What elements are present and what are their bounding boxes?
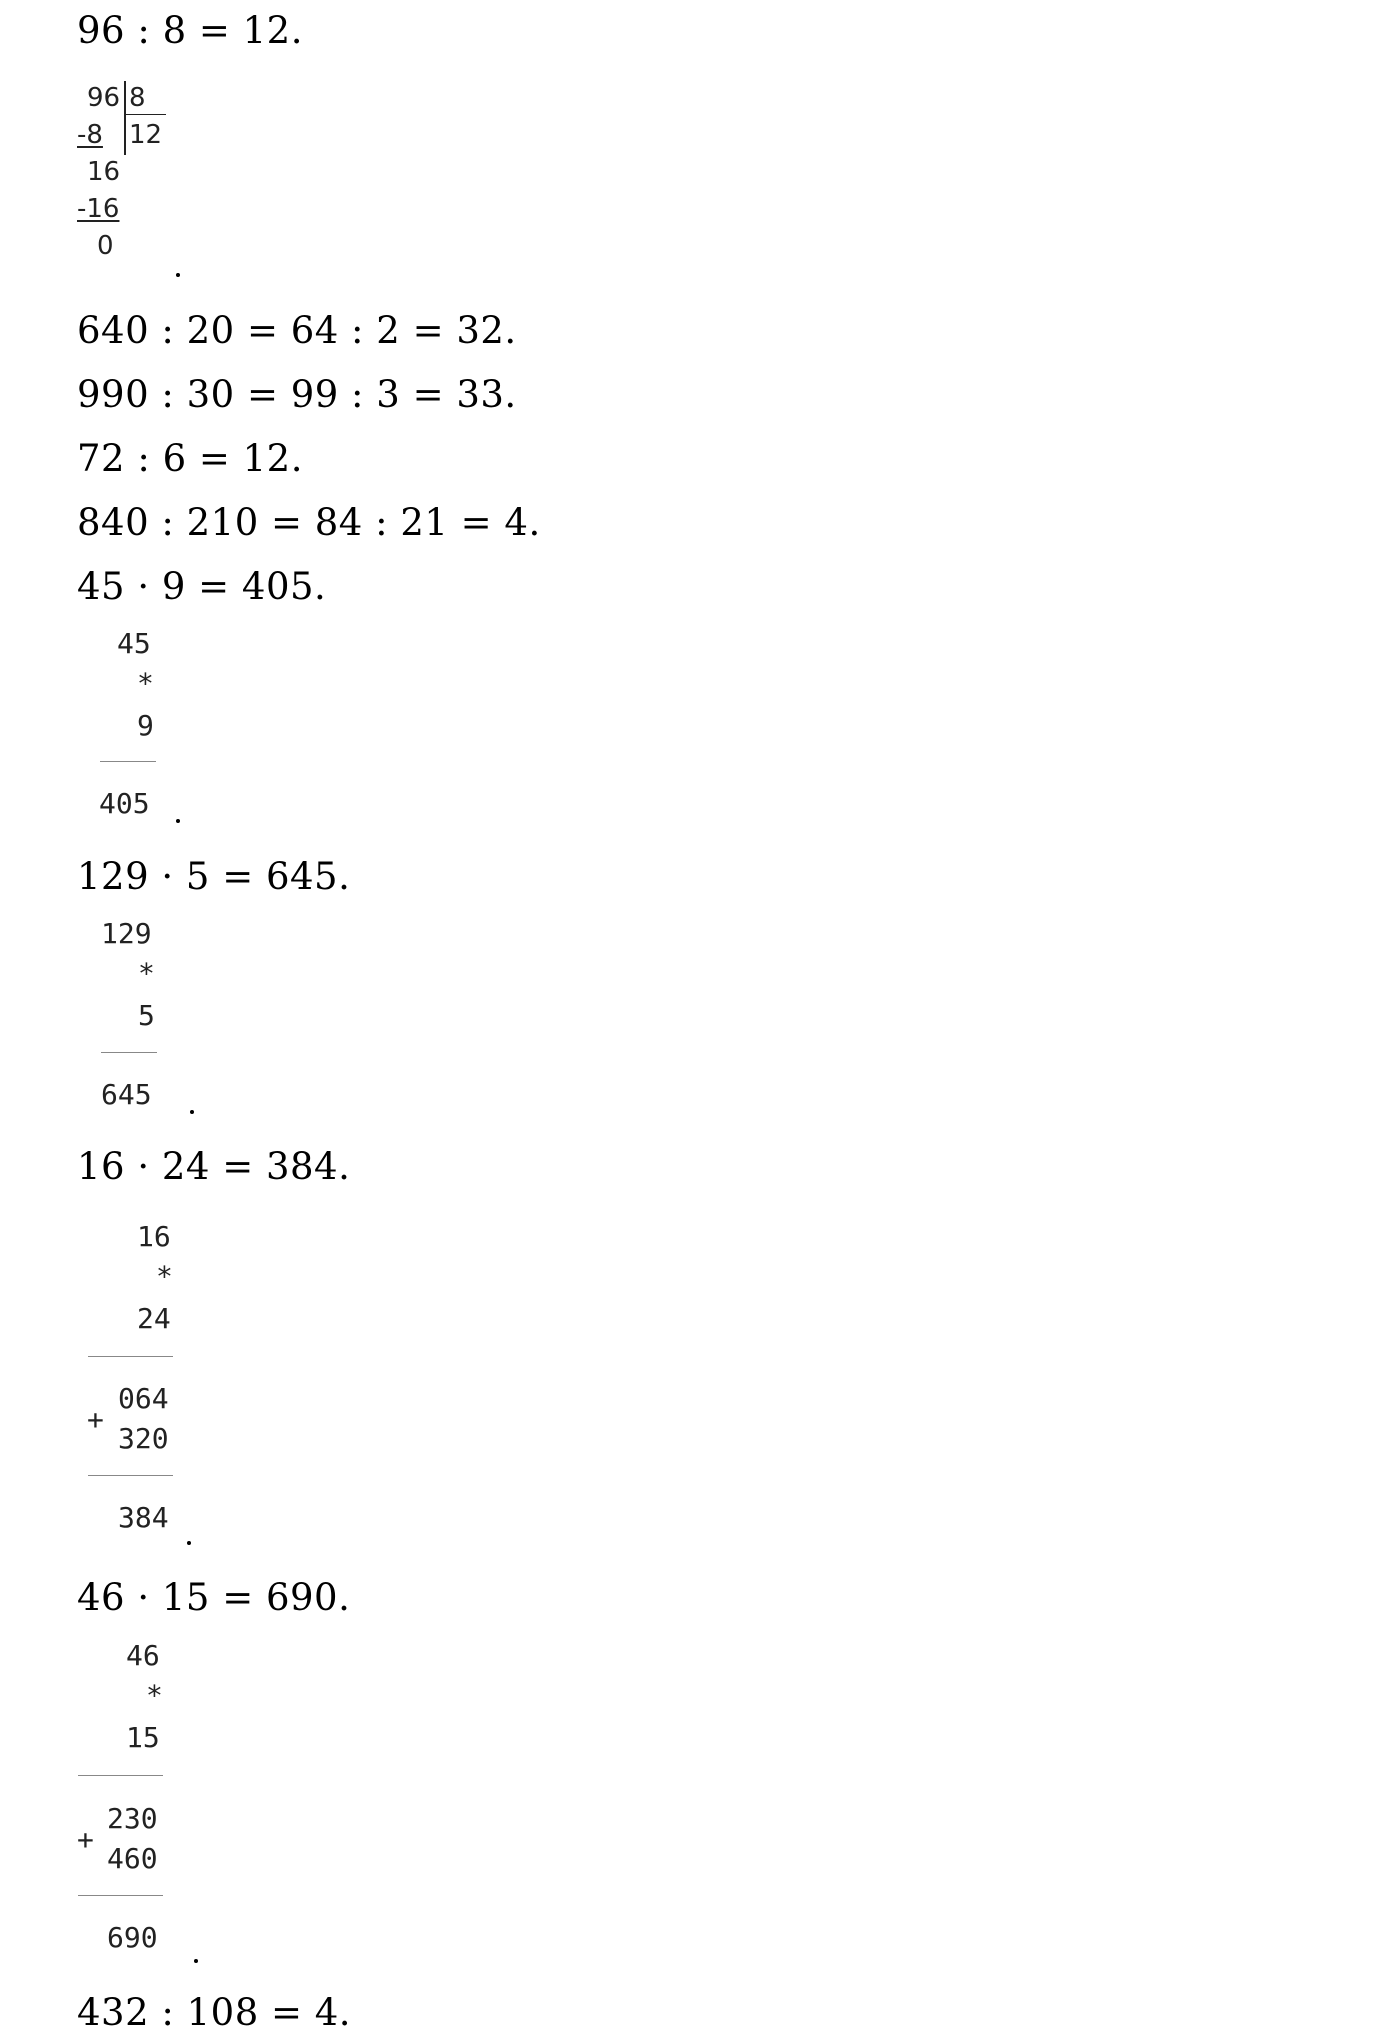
- product: 405: [99, 787, 150, 820]
- sum-line: [88, 1475, 173, 1476]
- multiplicand: 46: [126, 1639, 160, 1672]
- partial-product: 230: [107, 1802, 158, 1835]
- result-line: [88, 1356, 173, 1357]
- division-bar: [124, 81, 126, 155]
- quotient-line: [124, 114, 166, 115]
- divisor: 8: [129, 83, 146, 113]
- equation-line: 990 : 30 = 99 : 3 = 33.: [77, 373, 517, 416]
- multiplicand: 16: [137, 1220, 171, 1253]
- multiplier: 15: [126, 1721, 160, 1754]
- equation-line: 432 : 108 = 4.: [77, 1991, 352, 2034]
- plus-sign: +: [87, 1403, 104, 1436]
- result-line: [100, 761, 156, 762]
- multiply-sign: *: [137, 667, 154, 700]
- result-line: [101, 1052, 157, 1053]
- equation-line: 46 · 15 = 690.: [77, 1576, 351, 1619]
- multiplier: 9: [137, 709, 154, 742]
- plus-sign: +: [77, 1823, 94, 1856]
- period-mark: [187, 1541, 191, 1545]
- equation-line: 96 : 8 = 12.: [77, 9, 303, 52]
- multiplicand: 129: [101, 917, 152, 950]
- period-mark: [176, 819, 180, 823]
- equation-line: 640 : 20 = 64 : 2 = 32.: [77, 309, 517, 352]
- partial-product: 064: [118, 1382, 169, 1415]
- multiply-sign: *: [156, 1260, 173, 1293]
- division-final-remainder: 0: [97, 231, 114, 261]
- multiplier: 24: [137, 1302, 171, 1335]
- multiplicand: 45: [117, 627, 151, 660]
- product: 384: [118, 1501, 169, 1534]
- division-step-subtract: -8: [77, 120, 103, 150]
- sum-line: [78, 1895, 163, 1896]
- multiply-sign: *: [146, 1679, 163, 1712]
- multiply-sign: *: [138, 957, 155, 990]
- division-step-remainder: 16: [87, 157, 121, 187]
- equation-line: 129 · 5 = 645.: [77, 855, 351, 898]
- division-step-subtract: -16: [77, 194, 120, 224]
- product: 645: [101, 1078, 152, 1111]
- result-line: [78, 1775, 163, 1776]
- equation-line: 16 · 24 = 384.: [77, 1145, 351, 1188]
- equation-line: 840 : 210 = 84 : 21 = 4.: [77, 501, 541, 544]
- equation-line: 45 · 9 = 405.: [77, 565, 327, 608]
- dividend: 96: [87, 83, 121, 113]
- period-mark: [194, 1959, 198, 1963]
- period-mark: [176, 273, 180, 277]
- equation-line: 72 : 6 = 12.: [77, 437, 303, 480]
- multiplier: 5: [138, 999, 155, 1032]
- partial-product: 460: [107, 1842, 158, 1875]
- partial-product: 320: [118, 1422, 169, 1455]
- product: 690: [107, 1921, 158, 1954]
- period-mark: [190, 1110, 194, 1114]
- quotient: 12: [129, 120, 163, 150]
